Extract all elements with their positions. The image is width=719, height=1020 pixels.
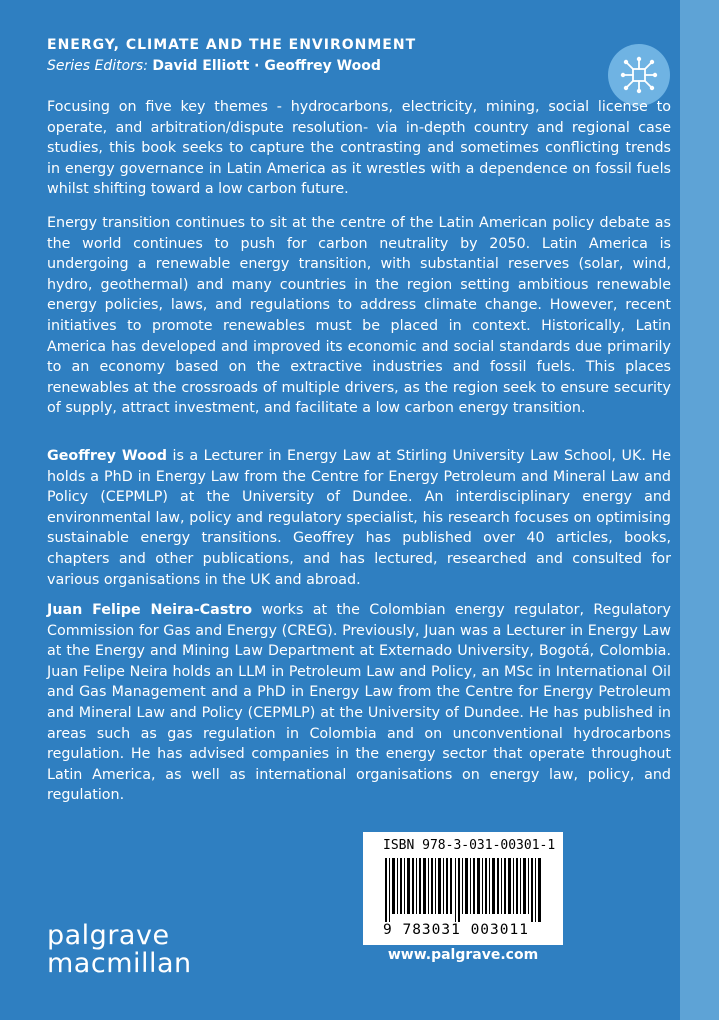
spine-strip [680,0,719,1020]
series-editors [47,58,381,74]
barcode-digits: 9 783031 003011 [383,922,529,938]
publisher-website: www.palgrave.com [387,947,539,963]
isbn-label: ISBN 978-3-031-00301-1 [383,838,556,853]
summary-paragraph-1: Focusing on five key themes - hydrocarbons, electricity, mining, social license to operate, and arbitration/dispute resolution- via in-depth country and regional case studies, this book seeks to capture the contrasting and sometimes conflicting trends in energy governance in Latin America as it wrestles with a dependence on fossil fuels whilst shifting toward a low carbon future. [47,99,671,198]
author-bio-text-2: works at the Colombian energy regulator, Regulatory Commission for Gas and Energy (CREG). Previously, Juan was a Lecturer in Energy Law at the Energy and Mining Law Department at Externado University, Bogotá, Colombia. Juan Felipe Neira holds an LLM in Petroleum Law and Policy, an MSc in International Oil and Gas Management and a PhD in Energy Law from the Centre for Energy Petroleum and Mineral Law and Policy (CEPMLP) at the University of Dundee. He has published in areas such as gas regulation in Colombia and on unconventional hydrocarbons regulation. He has advised companies in the energy sector that operate throughout Latin America, as well as international organisations on energy law, policy, and regulation. [47,602,671,804]
author-bio-juan-felipe-neira-castro [47,600,671,806]
author-bio-geoffrey-wood [47,446,671,590]
series-title: ENERGY, CLIMATE AND THE ENVIRONMENT [47,37,417,53]
publisher-logo-palgrave: palgrave [47,920,170,951]
author-bio-text-1: is a Lecturer in Energy Law at Stirling University Law School, UK. He holds a PhD in Energy Law from the Centre for Energy Petroleum and Mineral Law and Policy (CEPMLP) at the University of Dundee. An interdisciplinary energy and environmental law, policy and regulatory specialist, his research focuses on optimising sustainable energy transitions. Geoffrey has published over 40 articles, books, chapters and other publications, and has lectured, researched and consulted for various organisations in the UK and abroad. [47,448,671,588]
series-editors-names: David Elliott · Geoffrey Wood [152,58,381,74]
author-name-juan-felipe-neira-castro: Juan Felipe Neira-Castro [47,602,253,618]
barcode-icon [385,858,543,922]
author-name-geoffrey-wood: Geoffrey Wood [47,448,167,464]
publisher-logo-macmillan: macmillan [47,948,192,979]
summary-paragraph-2: Energy transition continues to sit at the centre of the Latin American policy debate as the world continues to push for carbon neutrality by 2050. Latin America is undergoing a renewable energy transition, with substantial reserves (solar, wind, hydro, geothermal) and many countries in the region setting ambitious renewable energy policies, laws, and regulations to address climate change. However, recent initiatives to promote renewables must be placed in context. Historically, Latin America has developed and improved its economic and social standards due primarily to an economy based on the extractive industries and fossil fuels. This places renewables at the crossroads of multiple drivers, as the region seek to ensure security of supply, attract investment, and facilitate a low carbon energy transition. [47,215,671,417]
series-editors-label: Series Editors: [47,58,148,74]
